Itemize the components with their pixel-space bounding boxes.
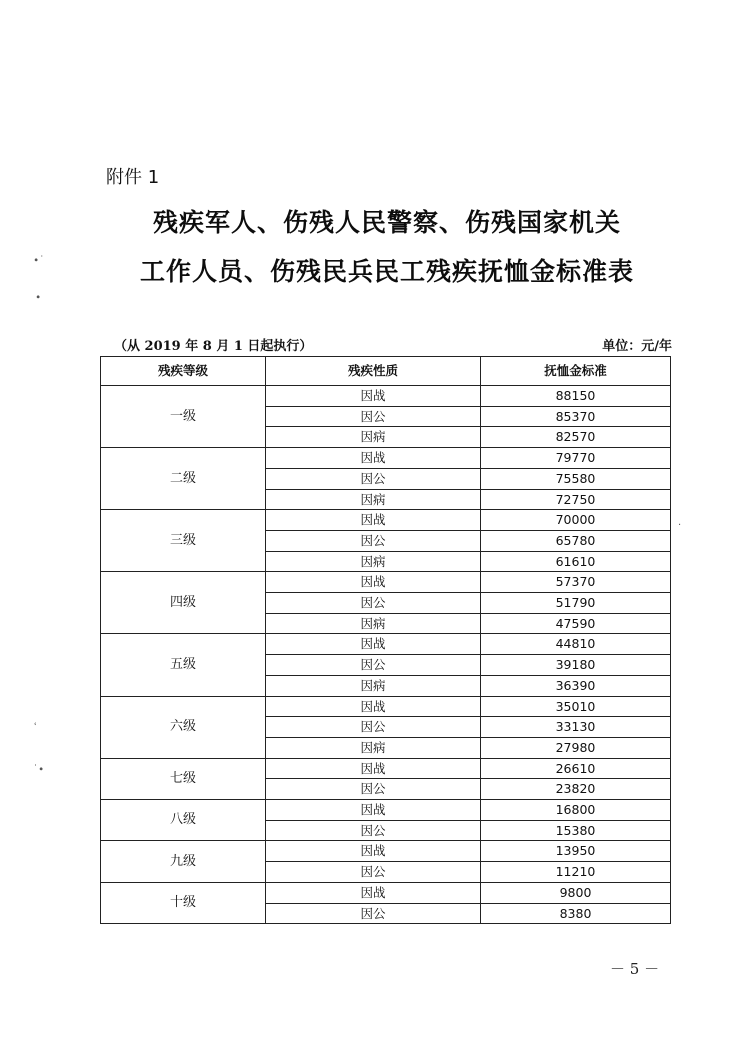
disability-nature-cell: 因病 bbox=[266, 489, 481, 510]
disability-nature-cell: 因战 bbox=[266, 510, 481, 531]
compensation-amount-cell: 9800 bbox=[481, 882, 671, 903]
disability-nature-cell: 因公 bbox=[266, 903, 481, 924]
table-header-row bbox=[101, 357, 671, 386]
disability-level-cell: 五级 bbox=[101, 634, 266, 696]
scan-speck: ʿ bbox=[34, 722, 38, 733]
disability-level-cell: 十级 bbox=[101, 882, 266, 923]
compensation-amount-cell: 57370 bbox=[481, 572, 671, 593]
disability-level-cell: 一级 bbox=[101, 386, 266, 448]
disability-nature-cell: 因战 bbox=[266, 572, 481, 593]
scan-speck: · bbox=[678, 520, 682, 531]
scan-speck: ˙∙ bbox=[33, 764, 45, 775]
table-row bbox=[101, 634, 671, 655]
disability-nature-cell: 因战 bbox=[266, 696, 481, 717]
disability-nature-cell: 因病 bbox=[266, 427, 481, 448]
table-row bbox=[101, 841, 671, 862]
table-row bbox=[101, 572, 671, 593]
document-title-line-1: 残疾军人、伤残人民警察、伤残国家机关 bbox=[152, 208, 621, 237]
disability-nature-cell: 因战 bbox=[266, 841, 481, 862]
compensation-amount-cell: 70000 bbox=[481, 510, 671, 531]
compensation-amount-cell: 39180 bbox=[481, 655, 671, 676]
disability-level-cell: 七级 bbox=[101, 758, 266, 799]
disability-nature-cell: 因公 bbox=[266, 655, 481, 676]
compensation-amount-cell: 65780 bbox=[481, 530, 671, 551]
scan-speck: ∙˙ bbox=[33, 255, 45, 266]
page-number: － 5 － bbox=[610, 960, 660, 978]
disability-nature-cell: 因战 bbox=[266, 448, 481, 469]
disability-nature-cell: 因公 bbox=[266, 468, 481, 489]
disability-level-cell: 八级 bbox=[101, 800, 266, 841]
disability-nature-cell: 因战 bbox=[266, 758, 481, 779]
compensation-amount-cell: 26610 bbox=[481, 758, 671, 779]
compensation-amount-cell: 61610 bbox=[481, 551, 671, 572]
effective-date-note: （从 2019 年 8 月 1 日起执行） bbox=[114, 339, 313, 354]
compensation-amount-cell: 15380 bbox=[481, 820, 671, 841]
compensation-amount-cell: 75580 bbox=[481, 468, 671, 489]
compensation-amount-cell: 82570 bbox=[481, 427, 671, 448]
compensation-amount-cell: 27980 bbox=[481, 737, 671, 758]
compensation-amount-cell: 47590 bbox=[481, 613, 671, 634]
disability-nature-cell: 因公 bbox=[266, 593, 481, 614]
table-row bbox=[101, 882, 671, 903]
table-row bbox=[101, 758, 671, 779]
table-row bbox=[101, 448, 671, 469]
table-row bbox=[101, 386, 671, 407]
compensation-amount-cell: 36390 bbox=[481, 675, 671, 696]
disability-level-cell: 四级 bbox=[101, 572, 266, 634]
compensation-amount-cell: 33130 bbox=[481, 717, 671, 738]
header-disability-nature: 残疾性质 bbox=[266, 357, 481, 386]
disability-nature-cell: 因战 bbox=[266, 386, 481, 407]
compensation-amount-cell: 11210 bbox=[481, 862, 671, 883]
document-title-line-2: 工作人员、伤残民兵民工残疾抚恤金标准表 bbox=[139, 257, 634, 286]
disability-nature-cell: 因病 bbox=[266, 675, 481, 696]
table-row bbox=[101, 800, 671, 821]
header-disability-level: 残疾等级 bbox=[101, 357, 266, 386]
compensation-amount-cell: 16800 bbox=[481, 800, 671, 821]
header-compensation-amount: 抚恤金标准 bbox=[481, 357, 671, 386]
compensation-amount-cell: 23820 bbox=[481, 779, 671, 800]
unit-note: 单位：元/年 bbox=[602, 339, 672, 354]
disability-level-cell: 三级 bbox=[101, 510, 266, 572]
disability-nature-cell: 因病 bbox=[266, 613, 481, 634]
disability-level-cell: 九级 bbox=[101, 841, 266, 882]
table-body bbox=[101, 386, 671, 924]
compensation-standard-table bbox=[100, 356, 671, 924]
disability-nature-cell: 因公 bbox=[266, 779, 481, 800]
table-row bbox=[101, 696, 671, 717]
table-row bbox=[101, 510, 671, 531]
disability-nature-cell: 因战 bbox=[266, 634, 481, 655]
disability-nature-cell: 因公 bbox=[266, 406, 481, 427]
disability-nature-cell: 因公 bbox=[266, 717, 481, 738]
compensation-amount-cell: 13950 bbox=[481, 841, 671, 862]
attachment-label: 附件 1 bbox=[106, 167, 160, 188]
disability-nature-cell: 因战 bbox=[266, 800, 481, 821]
disability-nature-cell: 因战 bbox=[266, 882, 481, 903]
disability-level-cell: 二级 bbox=[101, 448, 266, 510]
compensation-amount-cell: 88150 bbox=[481, 386, 671, 407]
disability-nature-cell: 因公 bbox=[266, 530, 481, 551]
disability-nature-cell: 因病 bbox=[266, 551, 481, 572]
compensation-amount-cell: 44810 bbox=[481, 634, 671, 655]
compensation-amount-cell: 35010 bbox=[481, 696, 671, 717]
compensation-amount-cell: 72750 bbox=[481, 489, 671, 510]
compensation-amount-cell: 79770 bbox=[481, 448, 671, 469]
disability-nature-cell: 因病 bbox=[266, 737, 481, 758]
compensation-amount-cell: 51790 bbox=[481, 593, 671, 614]
disability-level-cell: 六级 bbox=[101, 696, 266, 758]
compensation-amount-cell: 85370 bbox=[481, 406, 671, 427]
disability-nature-cell: 因公 bbox=[266, 820, 481, 841]
scan-speck: ∙ bbox=[35, 292, 42, 303]
disability-nature-cell: 因公 bbox=[266, 862, 481, 883]
compensation-amount-cell: 8380 bbox=[481, 903, 671, 924]
